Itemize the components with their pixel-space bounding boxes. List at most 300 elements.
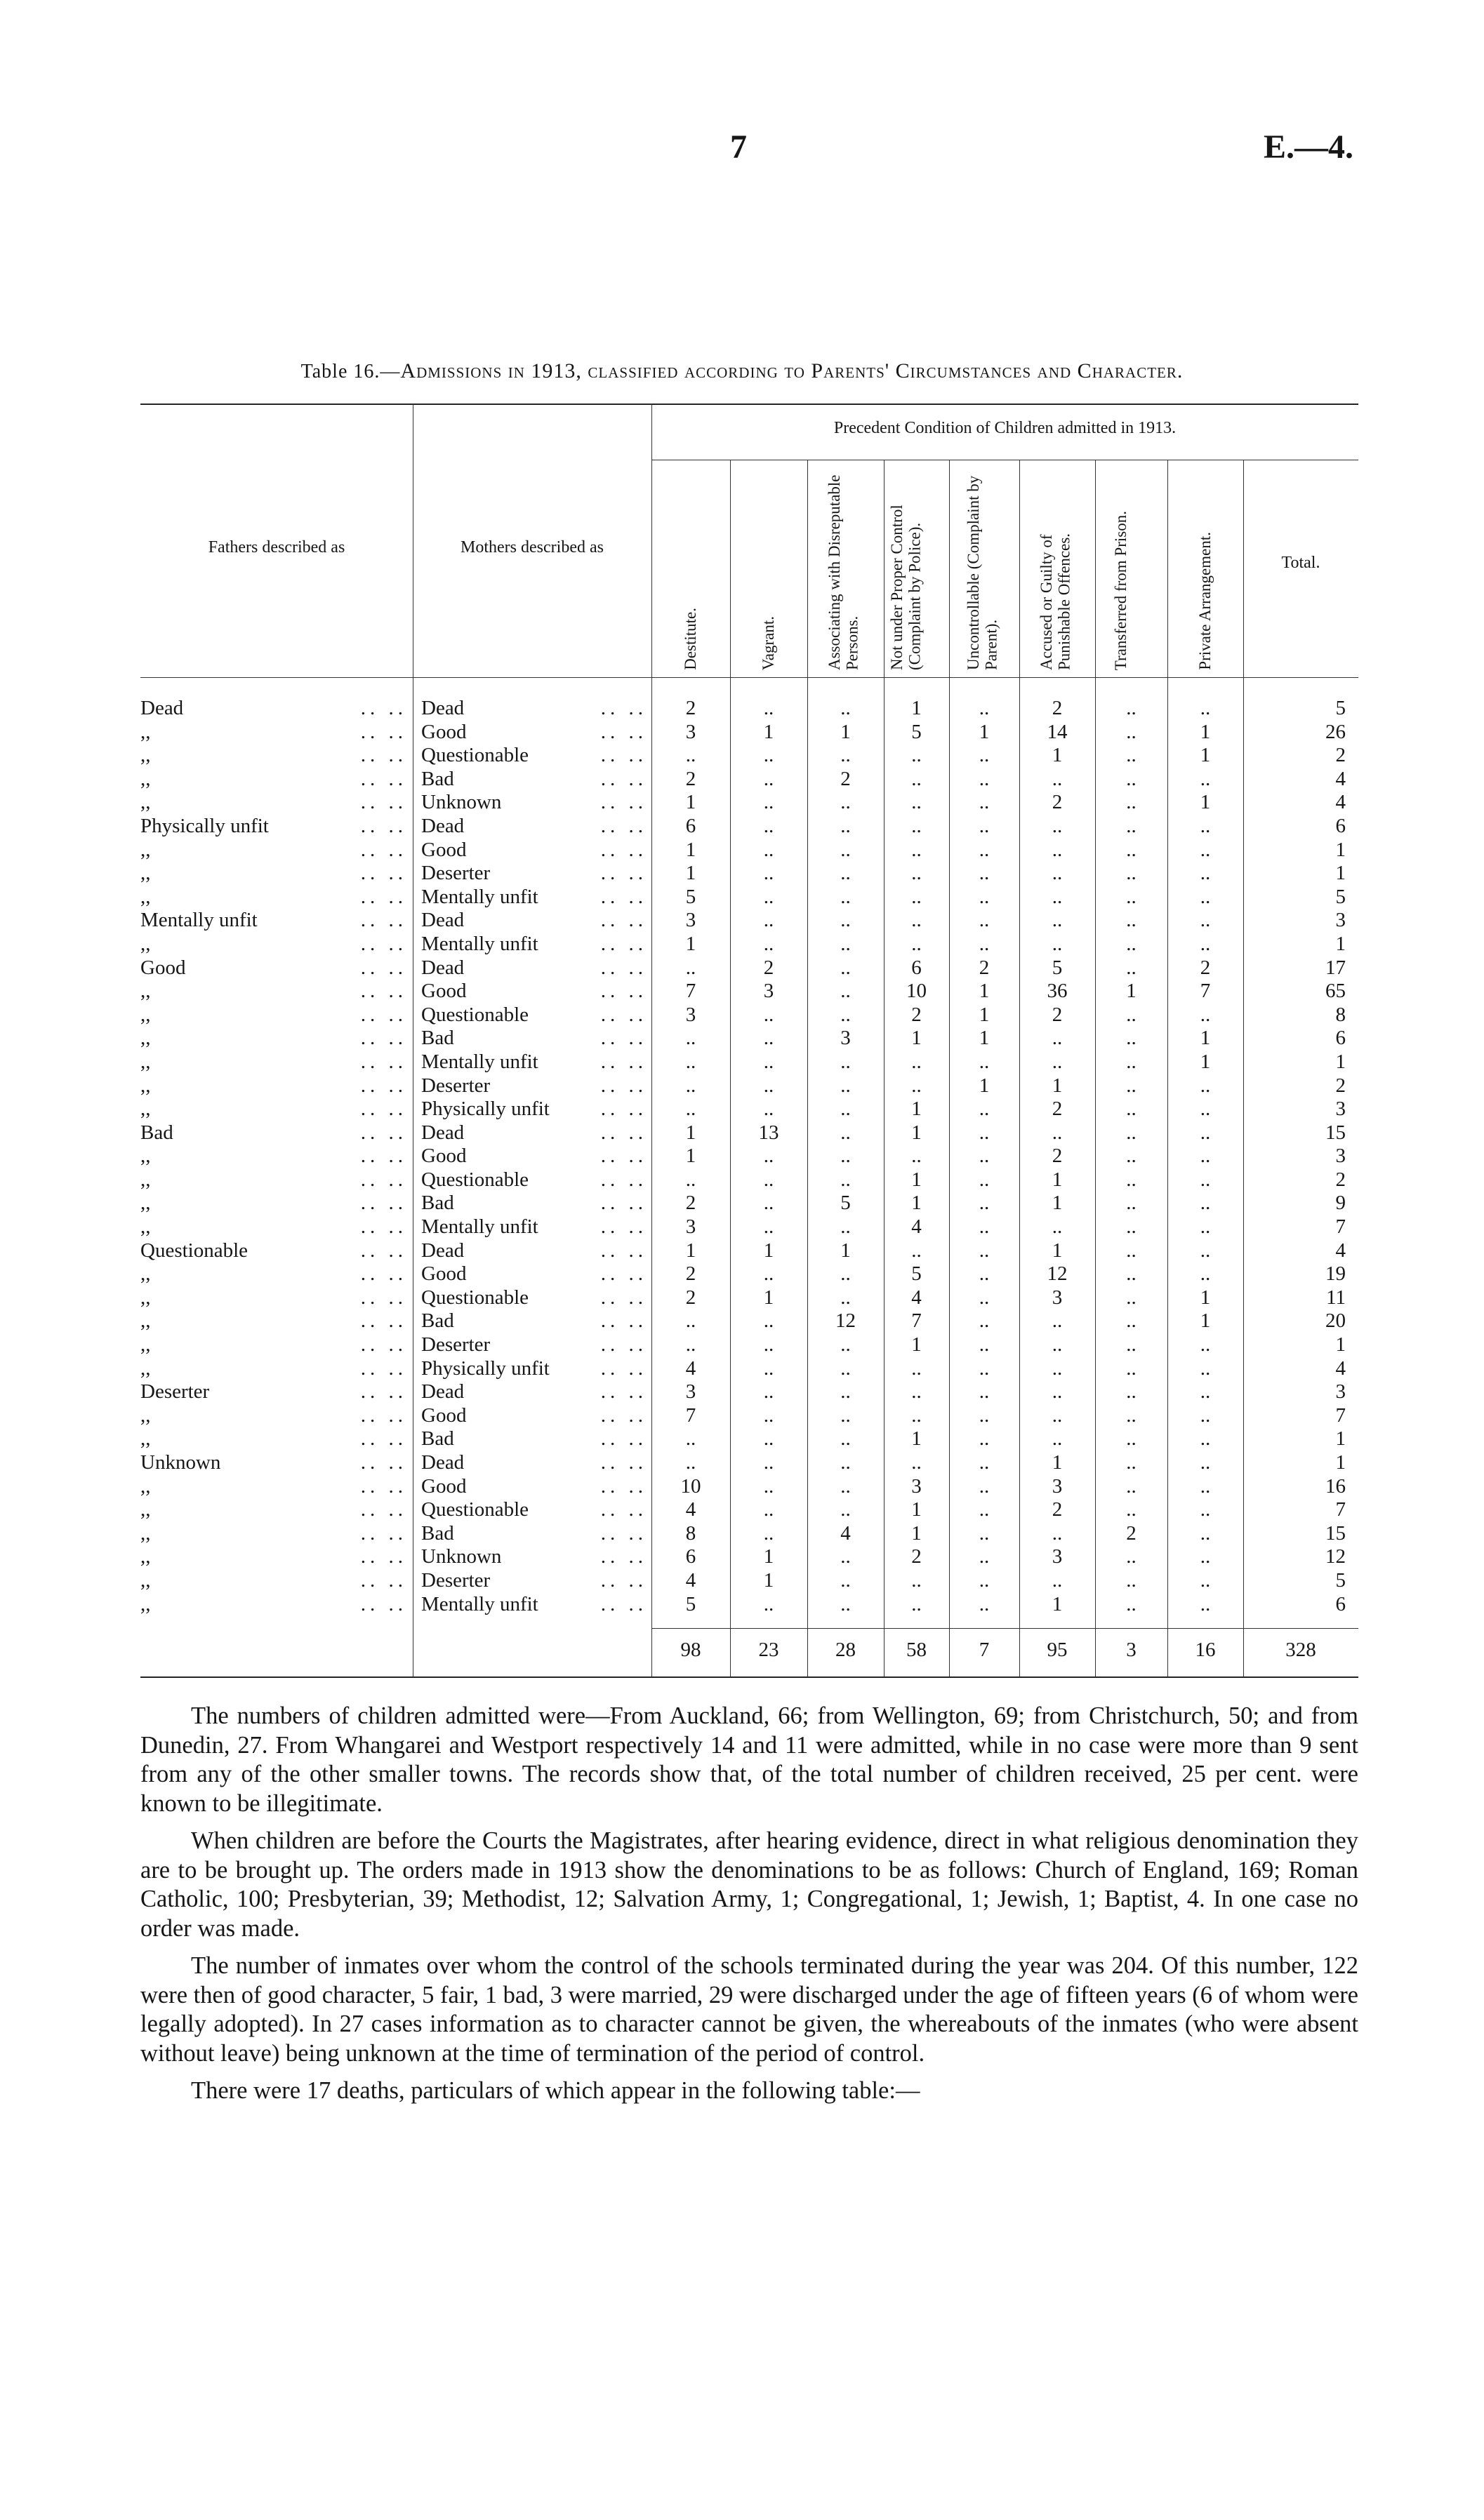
cell-accused: 1	[1052, 1451, 1063, 1474]
cell-vagrant: ..	[763, 1192, 774, 1215]
cell-total: 5	[1335, 885, 1346, 908]
table-row	[140, 1309, 1358, 1333]
cell-uncontrollable: 1	[979, 720, 990, 743]
cell-associating: ..	[840, 1545, 851, 1568]
cell-transferred: ..	[1126, 885, 1137, 908]
cell-destitute: ..	[685, 1027, 696, 1050]
cell-accused: ..	[1052, 1333, 1063, 1356]
cell-vagrant: ..	[763, 1427, 774, 1451]
cell-destitute: 10	[680, 1474, 701, 1498]
cell-vagrant: 1	[763, 1568, 774, 1592]
father-cell: ,, .. ..	[140, 862, 407, 885]
cell-total: 7	[1335, 1498, 1346, 1521]
cell-not-under-control: 1	[911, 1521, 922, 1545]
table-title-text: Admissions in 1913, classified according to Parents' Circumstances and Character.	[400, 359, 1184, 382]
cell-vagrant: ..	[763, 1145, 774, 1168]
father-cell: ,, .. ..	[140, 1074, 407, 1097]
cell-vagrant: 2	[763, 956, 774, 979]
father-cell: ,, .. ..	[140, 720, 407, 743]
mother-cell: Questionable .. ..	[421, 1168, 647, 1191]
cell-private: ..	[1200, 1003, 1211, 1026]
cell-vagrant: ..	[763, 744, 774, 767]
cell-uncontrollable: ..	[979, 1474, 990, 1498]
cell-associating: ..	[840, 1474, 851, 1498]
cell-transferred: ..	[1126, 1239, 1137, 1262]
cell-destitute: 4	[685, 1356, 696, 1380]
father-cell: ,, .. ..	[140, 1215, 407, 1239]
table-row	[140, 1074, 1358, 1098]
cell-destitute: ..	[685, 1074, 696, 1097]
cell-private: 1	[1200, 791, 1211, 814]
cell-uncontrollable: ..	[979, 1286, 990, 1309]
cell-vagrant: ..	[763, 909, 774, 932]
total-accused: 95	[1047, 1639, 1068, 1661]
father-cell: ,, .. ..	[140, 1098, 407, 1121]
cell-private: 1	[1200, 720, 1211, 743]
col-header-associating: Associating with Disreputable Persons.	[825, 474, 861, 670]
father-cell: ,, .. ..	[140, 1427, 407, 1451]
cell-uncontrollable: ..	[979, 838, 990, 861]
mother-cell: Questionable .. ..	[421, 1286, 647, 1309]
cell-total: 2	[1335, 1074, 1346, 1097]
cell-private: ..	[1200, 1498, 1211, 1521]
cell-transferred: ..	[1126, 1215, 1137, 1239]
table-row	[140, 1380, 1358, 1404]
cell-not-under-control: ..	[911, 744, 922, 767]
total-transferred: 3	[1126, 1639, 1137, 1661]
cell-total: 26	[1325, 720, 1346, 743]
cell-total: 5	[1335, 697, 1346, 719]
cell-associating: ..	[840, 1451, 851, 1474]
cell-not-under-control: ..	[911, 909, 922, 932]
table-row	[140, 1569, 1358, 1593]
cell-total: 7	[1335, 1404, 1346, 1427]
mother-cell: Mentally unfit .. ..	[421, 885, 647, 908]
cell-destitute: 3	[685, 909, 696, 932]
cell-vagrant: ..	[763, 1333, 774, 1356]
cell-destitute: 2	[685, 1192, 696, 1215]
cell-associating: ..	[840, 814, 851, 837]
cell-accused: ..	[1052, 1380, 1063, 1404]
cell-private: ..	[1200, 1451, 1211, 1474]
body-text	[140, 1702, 1358, 2106]
cell-private: 1	[1200, 1050, 1211, 1073]
cell-accused: 2	[1052, 791, 1063, 814]
mother-cell: Questionable .. ..	[421, 1003, 647, 1026]
cell-accused: ..	[1052, 1356, 1063, 1380]
cell-uncontrollable: ..	[979, 1568, 990, 1592]
cell-vagrant: ..	[763, 697, 774, 719]
cell-private: ..	[1200, 1427, 1211, 1451]
cell-destitute: 1	[685, 791, 696, 814]
cell-vagrant: ..	[763, 885, 774, 908]
cell-private: ..	[1200, 1356, 1211, 1380]
cell-associating: ..	[840, 980, 851, 1003]
father-cell: ,, .. ..	[140, 1474, 407, 1498]
cell-uncontrollable: ..	[979, 791, 990, 814]
cell-associating: ..	[840, 1098, 851, 1121]
cell-not-under-control: 2	[911, 1003, 922, 1026]
fathers-header: Fathers described as	[208, 538, 345, 556]
cell-not-under-control: ..	[911, 1356, 922, 1380]
total-not-under-control: 58	[906, 1639, 927, 1661]
cell-destitute: 5	[685, 885, 696, 908]
cell-private: ..	[1200, 1262, 1211, 1286]
table-row	[140, 1004, 1358, 1027]
table-row	[140, 839, 1358, 862]
table-row	[140, 1498, 1358, 1522]
cell-destitute: 1	[685, 1121, 696, 1144]
cell-not-under-control: 1	[911, 1333, 922, 1356]
cell-not-under-control: 4	[911, 1215, 922, 1239]
cell-transferred: ..	[1126, 1168, 1137, 1191]
cell-transferred: ..	[1126, 1404, 1137, 1427]
cell-accused: 2	[1052, 1098, 1063, 1121]
cell-private: ..	[1200, 1521, 1211, 1545]
cell-associating: ..	[840, 1356, 851, 1380]
cell-accused: ..	[1052, 838, 1063, 861]
mother-cell: Dead .. ..	[421, 814, 647, 837]
cell-destitute: 1	[685, 932, 696, 955]
cell-transferred: ..	[1126, 1333, 1137, 1356]
cell-accused: 36	[1047, 980, 1068, 1003]
cell-not-under-control: 10	[906, 980, 927, 1003]
father-cell: ,, .. ..	[140, 1309, 407, 1333]
cell-uncontrollable: ..	[979, 1592, 990, 1615]
admissions-table	[140, 404, 1358, 1678]
page-number: 7	[730, 128, 747, 166]
table-row	[140, 1192, 1358, 1215]
father-cell: ,, .. ..	[140, 1286, 407, 1309]
cell-total: 20	[1325, 1309, 1346, 1333]
cell-private: ..	[1200, 1239, 1211, 1262]
table-row	[140, 933, 1358, 956]
table-row	[140, 791, 1358, 815]
cell-transferred: ..	[1126, 767, 1137, 790]
cell-transferred: ..	[1126, 956, 1137, 979]
cell-total: 4	[1335, 1356, 1346, 1380]
cell-uncontrollable: ..	[979, 814, 990, 837]
cell-uncontrollable: 1	[979, 980, 990, 1003]
table-row	[140, 1286, 1358, 1310]
father-cell: ,, .. ..	[140, 1168, 407, 1191]
cell-accused: 2	[1052, 697, 1063, 719]
cell-total: 6	[1335, 1027, 1346, 1050]
cell-not-under-control: 1	[911, 1098, 922, 1121]
mother-cell: Unknown .. ..	[421, 1545, 647, 1568]
mother-cell: Dead .. ..	[421, 909, 647, 932]
table-row	[140, 1404, 1358, 1428]
cell-total: 1	[1335, 932, 1346, 955]
cell-private: ..	[1200, 1474, 1211, 1498]
cell-associating: ..	[840, 1121, 851, 1144]
table-row	[140, 1239, 1358, 1263]
cell-total: 1	[1335, 1427, 1346, 1451]
table-row	[140, 1333, 1358, 1357]
cell-transferred: ..	[1126, 1356, 1137, 1380]
table-row	[140, 815, 1358, 839]
cell-private: ..	[1200, 1098, 1211, 1121]
cell-not-under-control: ..	[911, 1239, 922, 1262]
cell-destitute: ..	[685, 1333, 696, 1356]
cell-transferred: ..	[1126, 1545, 1137, 1568]
father-cell: ,, .. ..	[140, 791, 407, 814]
cell-vagrant: 13	[758, 1121, 779, 1144]
cell-associating: 12	[835, 1309, 856, 1333]
table-row	[140, 1168, 1358, 1192]
mother-cell: Good .. ..	[421, 1262, 647, 1286]
cell-private: ..	[1200, 885, 1211, 908]
father-cell: ,, .. ..	[140, 885, 407, 908]
cell-total: 15	[1325, 1121, 1346, 1144]
cell-private: ..	[1200, 862, 1211, 885]
mother-cell: Good .. ..	[421, 1145, 647, 1168]
cell-transferred: ..	[1126, 1121, 1137, 1144]
cell-vagrant: ..	[763, 862, 774, 885]
cell-accused: ..	[1052, 909, 1063, 932]
mother-cell: Physically unfit .. ..	[421, 1356, 647, 1380]
cell-vagrant: ..	[763, 1380, 774, 1404]
cell-private: 1	[1200, 1027, 1211, 1050]
cell-total: 1	[1335, 838, 1346, 861]
cell-total: 7	[1335, 1215, 1346, 1239]
cell-private: 2	[1200, 956, 1211, 979]
father-cell: ,, .. ..	[140, 1003, 407, 1026]
mother-cell: Good .. ..	[421, 980, 647, 1003]
cell-uncontrollable: ..	[979, 1545, 990, 1568]
cell-total: 6	[1335, 814, 1346, 837]
cell-not-under-control: 1	[911, 1027, 922, 1050]
cell-total: 3	[1335, 909, 1346, 932]
cell-associating: 5	[840, 1192, 851, 1215]
cell-accused: 3	[1052, 1474, 1063, 1498]
col-header-destitute: Destitute.	[682, 608, 700, 670]
cell-accused: ..	[1052, 1568, 1063, 1592]
mother-cell: Good .. ..	[421, 1404, 647, 1427]
cell-associating: 4	[840, 1521, 851, 1545]
cell-transferred: ..	[1126, 838, 1137, 861]
cell-associating: ..	[840, 1262, 851, 1286]
cell-accused: ..	[1052, 1309, 1063, 1333]
cell-private: 1	[1200, 1309, 1211, 1333]
cell-associating: ..	[840, 791, 851, 814]
cell-total: 3	[1335, 1380, 1346, 1404]
table-row	[140, 1027, 1358, 1051]
cell-uncontrollable: ..	[979, 1356, 990, 1380]
cell-not-under-control: 5	[911, 1262, 922, 1286]
cell-destitute: 2	[685, 697, 696, 719]
mother-cell: Dead .. ..	[421, 956, 647, 979]
cell-not-under-control: 1	[911, 1121, 922, 1144]
col-header-private: Private Arrangement.	[1196, 532, 1214, 670]
cell-accused: ..	[1052, 1521, 1063, 1545]
cell-not-under-control: ..	[911, 1380, 922, 1404]
mother-cell: Dead .. ..	[421, 1451, 647, 1474]
cell-private: ..	[1200, 1380, 1211, 1404]
cell-associating: ..	[840, 1145, 851, 1168]
cell-total: 2	[1335, 744, 1346, 767]
cell-associating: ..	[840, 885, 851, 908]
cell-vagrant: 3	[763, 980, 774, 1003]
cell-transferred: ..	[1126, 1380, 1137, 1404]
cell-vagrant: ..	[763, 1215, 774, 1239]
col-header-uncontrollable: Uncontrollable (Complaint by Parent).	[965, 475, 1000, 670]
cell-vagrant: ..	[763, 838, 774, 861]
cell-vagrant: 1	[763, 720, 774, 743]
cell-destitute: ..	[685, 1168, 696, 1191]
cell-vagrant: ..	[763, 1521, 774, 1545]
father-cell: ,, .. ..	[140, 1050, 407, 1073]
mother-cell: Bad .. ..	[421, 1309, 647, 1333]
mother-cell: Bad .. ..	[421, 1427, 647, 1451]
table-row	[140, 1545, 1358, 1569]
cell-destitute: 2	[685, 1286, 696, 1309]
cell-destitute: 1	[685, 838, 696, 861]
cell-destitute: 2	[685, 767, 696, 790]
cell-uncontrollable: ..	[979, 1262, 990, 1286]
cell-associating: ..	[840, 1592, 851, 1615]
cell-private: ..	[1200, 1333, 1211, 1356]
cell-private: ..	[1200, 1545, 1211, 1568]
cell-associating: ..	[840, 1050, 851, 1073]
cell-associating: 2	[840, 767, 851, 790]
table-title-prefix: Table 16.—	[300, 361, 401, 382]
cell-uncontrollable: ..	[979, 1121, 990, 1144]
cell-associating: ..	[840, 838, 851, 861]
mother-cell: Dead .. ..	[421, 1121, 647, 1144]
cell-vagrant: ..	[763, 1262, 774, 1286]
cell-transferred: 2	[1126, 1521, 1137, 1545]
table-row	[140, 1051, 1358, 1074]
cell-total: 16	[1325, 1474, 1346, 1498]
mother-cell: Mentally unfit .. ..	[421, 1050, 647, 1073]
cell-destitute: 1	[685, 862, 696, 885]
cell-not-under-control: 1	[911, 1427, 922, 1451]
cell-not-under-control: ..	[911, 814, 922, 837]
table-row	[140, 1593, 1358, 1617]
cell-total: 3	[1335, 1145, 1346, 1168]
father-cell: ,, .. ..	[140, 1262, 407, 1286]
cell-associating: ..	[840, 1074, 851, 1097]
cell-private: ..	[1200, 1168, 1211, 1191]
cell-destitute: ..	[685, 1098, 696, 1121]
table-row	[140, 956, 1358, 980]
cell-accused: 1	[1052, 744, 1063, 767]
cell-destitute: ..	[685, 1451, 696, 1474]
cell-not-under-control: ..	[911, 1451, 922, 1474]
cell-transferred: ..	[1126, 1427, 1137, 1451]
cell-not-under-control: ..	[911, 1145, 922, 1168]
cell-destitute: 3	[685, 1215, 696, 1239]
father-cell: ,, .. ..	[140, 1498, 407, 1521]
cell-transferred: ..	[1126, 1309, 1137, 1333]
cell-uncontrollable: ..	[979, 1050, 990, 1073]
mother-cell: Good .. ..	[421, 720, 647, 743]
table-row	[140, 886, 1358, 909]
cell-destitute: 1	[685, 1239, 696, 1262]
cell-associating: ..	[840, 1168, 851, 1191]
cell-transferred: ..	[1126, 720, 1137, 743]
cell-destitute: 7	[685, 980, 696, 1003]
cell-destitute: ..	[685, 1309, 696, 1333]
cell-associating: ..	[840, 862, 851, 885]
cell-not-under-control: 1	[911, 697, 922, 719]
mother-cell: Deserter .. ..	[421, 862, 647, 885]
cell-uncontrollable: ..	[979, 885, 990, 908]
cell-uncontrollable: ..	[979, 1521, 990, 1545]
cell-private: ..	[1200, 1215, 1211, 1239]
cell-private: ..	[1200, 697, 1211, 719]
cell-vagrant: ..	[763, 1451, 774, 1474]
cell-associating: ..	[840, 697, 851, 719]
cell-not-under-control: ..	[911, 1592, 922, 1615]
cell-not-under-control: 6	[911, 956, 922, 979]
cell-vagrant: 1	[763, 1286, 774, 1309]
cell-not-under-control: 3	[911, 1474, 922, 1498]
cell-total: 4	[1335, 767, 1346, 790]
group-header: Precedent Condition of Children admitted in 1913.	[833, 419, 1177, 437]
header-bottom-rule	[140, 677, 1358, 678]
table-body	[140, 697, 1358, 1616]
cell-transferred: ..	[1126, 932, 1137, 955]
table-row	[140, 1522, 1358, 1546]
father-cell: ,, .. ..	[140, 1356, 407, 1380]
totals-rule	[651, 1628, 1358, 1629]
cell-total: 3	[1335, 1098, 1346, 1121]
table-row	[140, 1215, 1358, 1239]
cell-vagrant: ..	[763, 1074, 774, 1097]
cell-private: ..	[1200, 1568, 1211, 1592]
cell-accused: ..	[1052, 767, 1063, 790]
cell-total: 19	[1325, 1262, 1346, 1286]
total-private: 16	[1195, 1639, 1216, 1661]
cell-vagrant: ..	[763, 1498, 774, 1521]
cell-uncontrollable: 1	[979, 1027, 990, 1050]
table-row	[140, 909, 1358, 933]
table-row	[140, 1357, 1358, 1381]
col-header-accused: Accused or Guilty of Punishable Offences.	[1038, 533, 1073, 670]
cell-vagrant: 1	[763, 1545, 774, 1568]
cell-uncontrollable: ..	[979, 1404, 990, 1427]
cell-transferred: ..	[1126, 1145, 1137, 1168]
cell-destitute: ..	[685, 956, 696, 979]
cell-total: 1	[1335, 862, 1346, 885]
table-row	[140, 1427, 1358, 1451]
cell-total: 6	[1335, 1592, 1346, 1615]
cell-uncontrollable: ..	[979, 1498, 990, 1521]
col-header-vagrant: Vagrant.	[760, 615, 778, 670]
total-destitute: 98	[680, 1639, 701, 1661]
cell-not-under-control: ..	[911, 862, 922, 885]
cell-not-under-control: ..	[911, 932, 922, 955]
table-bottom-rule	[140, 1676, 1358, 1678]
cell-uncontrollable: ..	[979, 697, 990, 719]
cell-private: ..	[1200, 932, 1211, 955]
cell-transferred: ..	[1126, 1074, 1137, 1097]
cell-associating: ..	[840, 1568, 851, 1592]
cell-vagrant: ..	[763, 1309, 774, 1333]
cell-accused: 1	[1052, 1192, 1063, 1215]
col-header-transferred: Transferred from Prison.	[1111, 510, 1129, 670]
cell-accused: ..	[1052, 1121, 1063, 1144]
cell-associating: ..	[840, 956, 851, 979]
mother-cell: Mentally unfit .. ..	[421, 1592, 647, 1615]
cell-uncontrollable: ..	[979, 1215, 990, 1239]
father-cell: Questionable .. ..	[140, 1239, 407, 1262]
cell-transferred: ..	[1126, 814, 1137, 837]
cell-destitute: 3	[685, 1003, 696, 1026]
cell-vagrant: ..	[763, 1050, 774, 1073]
